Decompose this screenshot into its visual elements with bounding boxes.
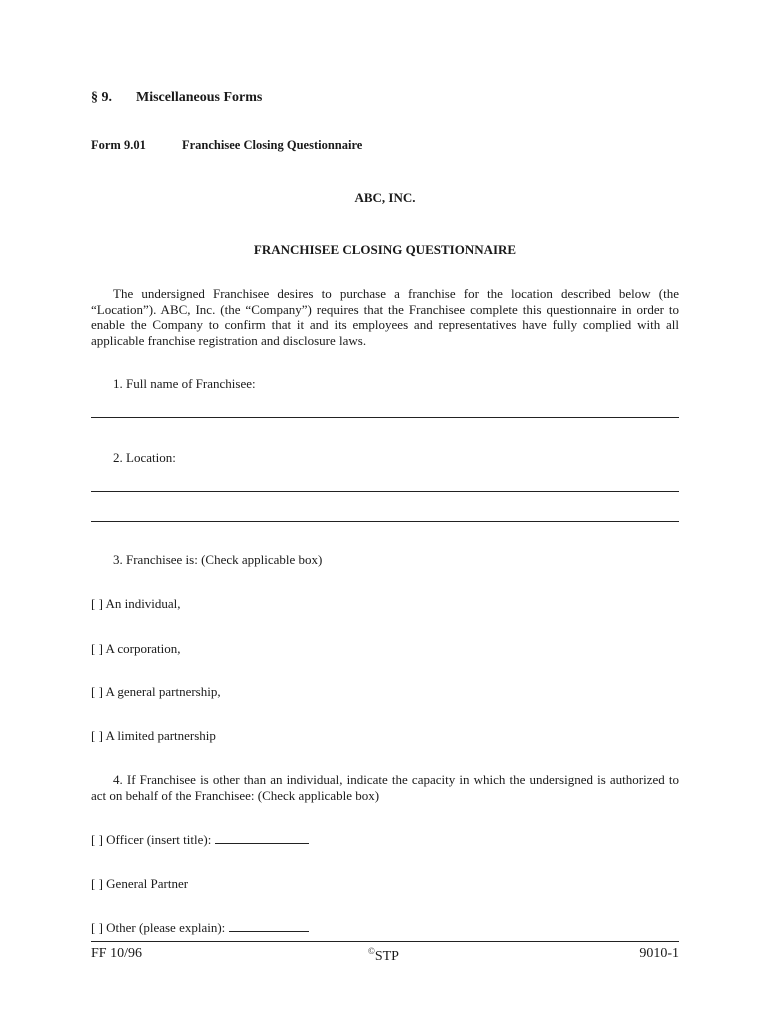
question-4-label: 4. If Franchisee is other than an individual, indicate the capacity in which the undersigned is authorized to act on behalf of the Franchisee: (Check applicable box) <box>91 772 679 803</box>
copyright-mark: © <box>368 946 375 956</box>
option-general-partner[interactable]: [ ] General Partner <box>91 876 189 891</box>
intro-paragraph: The undersigned Franchisee desires to purchase a franchise for the location described below (the “Location”). ABC, Inc. (the “Company”) requires that the Franchisee complete this questionnaire in order to enable the Company to confirm that it and its employees and representatives have fully complied with all applicable franchise registration and disclosure laws. <box>91 286 679 348</box>
franchisee-name-line[interactable] <box>91 417 679 418</box>
option-limited-partnership[interactable]: [ ] A limited partnership <box>91 728 216 743</box>
location-line-1[interactable] <box>91 491 679 492</box>
option-other-row <box>91 920 679 936</box>
option-corporation[interactable]: [ ] A corporation, <box>91 641 181 656</box>
section-number: § 9. <box>91 90 112 105</box>
form-title: Franchisee Closing Questionnaire <box>182 138 363 152</box>
footer-form-code: FF 10/96 <box>91 946 142 961</box>
document-title: FRANCHISEE CLOSING QUESTIONNAIRE <box>253 242 517 257</box>
question-1-label: 1. Full name of Franchisee: <box>113 376 256 391</box>
footer-publisher: STP <box>374 949 399 964</box>
option-other[interactable]: [ ] Other (please explain): <box>91 920 226 935</box>
option-officer-row <box>91 832 679 848</box>
question-2-label: 2. Location: <box>113 450 176 465</box>
footer-divider <box>91 941 679 942</box>
section-title: Miscellaneous Forms <box>136 90 263 105</box>
option-individual[interactable]: [ ] An individual, <box>91 596 181 611</box>
footer-page-number: 9010-1 <box>639 946 679 961</box>
officer-title-blank[interactable] <box>215 832 309 844</box>
option-officer[interactable]: [ ] Officer (insert title): <box>91 832 212 847</box>
company-name: ABC, INC. <box>354 190 416 205</box>
other-explain-blank[interactable] <box>229 920 309 932</box>
location-line-2[interactable] <box>91 521 679 522</box>
option-general-partnership[interactable]: [ ] A general partnership, <box>91 684 221 699</box>
footer-copyright <box>368 946 399 965</box>
form-number: Form 9.01 <box>91 138 146 152</box>
question-3-label: 3. Franchisee is: (Check applicable box) <box>113 552 323 567</box>
